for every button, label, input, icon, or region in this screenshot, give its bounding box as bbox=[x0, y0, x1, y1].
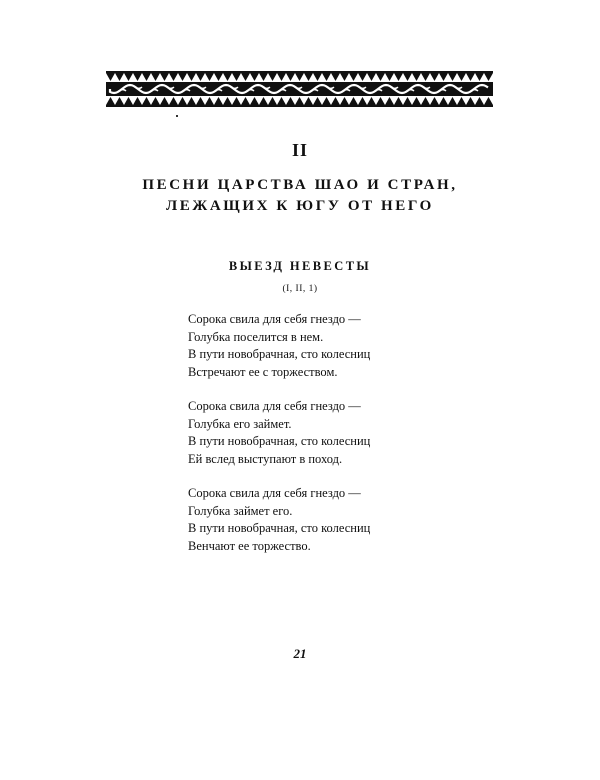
poem-line: В пути новобрачная, сто колесниц bbox=[188, 434, 371, 448]
ornament-tooth bbox=[250, 73, 259, 81]
ornament-tooth bbox=[313, 73, 322, 81]
section-number: II bbox=[291, 140, 308, 160]
ornament-tooth bbox=[223, 73, 232, 81]
ornament-tooth bbox=[340, 73, 349, 81]
poem-stanza bbox=[188, 485, 448, 555]
ornament-tooth bbox=[151, 97, 160, 105]
ornament-tooth bbox=[160, 73, 169, 81]
ornament-tooth bbox=[106, 73, 115, 81]
ornament-tooth bbox=[295, 97, 304, 105]
ornament-tooth bbox=[331, 97, 340, 105]
page-number: 21 bbox=[293, 646, 307, 661]
ornament-tooth bbox=[115, 73, 124, 81]
poem-body bbox=[188, 311, 448, 572]
ornament-tooth bbox=[385, 73, 394, 81]
ornament-tooth bbox=[313, 97, 322, 105]
ornament-tooth bbox=[376, 97, 385, 105]
ornament-tooth bbox=[142, 97, 151, 105]
poem-line: Сорока свила для себя гнездо — bbox=[188, 399, 361, 413]
ornament-tooth bbox=[322, 97, 331, 105]
ornament-tooth bbox=[394, 97, 403, 105]
poem-line: Сорока свила для себя гнездо — bbox=[188, 312, 361, 326]
ornament-tooth bbox=[124, 97, 133, 105]
ornament-tooth bbox=[439, 97, 448, 105]
ornament-tooth bbox=[412, 73, 421, 81]
ornament-tooth bbox=[160, 97, 169, 105]
ornament-tooth bbox=[403, 73, 412, 81]
ornament-tooth bbox=[196, 97, 205, 105]
ornament-tooth bbox=[484, 97, 493, 105]
ornament-tooth bbox=[142, 73, 151, 81]
poem-stanza bbox=[188, 398, 448, 468]
ornament-tooth bbox=[277, 97, 286, 105]
ornament-tooth bbox=[421, 73, 430, 81]
ornament-tooth bbox=[178, 73, 187, 81]
ornament-tooth bbox=[187, 97, 196, 105]
ornament-tooth bbox=[151, 73, 160, 81]
ornament-tooth bbox=[277, 73, 286, 81]
ornament-tooth bbox=[223, 97, 232, 105]
ornament-tooth bbox=[187, 73, 196, 81]
ornament-tooth bbox=[322, 73, 331, 81]
ornament-tooth bbox=[232, 97, 241, 105]
ornament-tooth bbox=[439, 73, 448, 81]
ornamental-border-banner bbox=[106, 71, 493, 107]
poem-line: Голубка займет его. bbox=[188, 503, 293, 518]
ornament-tooth bbox=[250, 97, 259, 105]
ornament-tooth bbox=[457, 73, 466, 81]
ornament-tooth bbox=[466, 97, 475, 105]
ornament-tooth bbox=[169, 73, 178, 81]
poem-line: Встречают ее с торжеством. bbox=[188, 364, 338, 379]
ornament-tooth bbox=[259, 73, 268, 81]
ornament-tooth bbox=[403, 97, 412, 105]
ornament-tooth bbox=[268, 73, 277, 81]
ornament-tooth bbox=[196, 73, 205, 81]
ornament-tooth bbox=[358, 73, 367, 81]
section-title bbox=[0, 175, 600, 217]
ornament-tooth bbox=[268, 97, 277, 105]
ornament-zigzag-vine-icon bbox=[106, 71, 493, 107]
ornament-tooth bbox=[124, 73, 133, 81]
ornament-tooth bbox=[430, 97, 439, 105]
ornament-tooth bbox=[304, 73, 313, 81]
ornament-tooth bbox=[232, 73, 241, 81]
ornament-tooth bbox=[448, 73, 457, 81]
ornament-tooth bbox=[169, 97, 178, 105]
ornament-tooth bbox=[394, 73, 403, 81]
poem-line: Голубка его займет. bbox=[188, 416, 292, 431]
ornament-tooth bbox=[340, 97, 349, 105]
ornament-tooth bbox=[421, 97, 430, 105]
ornament-tooth bbox=[214, 97, 223, 105]
ornament-tooth bbox=[286, 73, 295, 81]
ornament-tooth bbox=[349, 73, 358, 81]
poem-line: Ей вслед выступают в поход. bbox=[188, 451, 343, 466]
ornament-tooth bbox=[205, 97, 214, 105]
ornament-tooth bbox=[286, 97, 295, 105]
ornament-tooth bbox=[349, 97, 358, 105]
ornament-tooth bbox=[106, 97, 115, 105]
poem-line: Голубка поселится в нем. bbox=[188, 329, 324, 344]
ornament-tooth bbox=[115, 97, 124, 105]
ornament-tooth bbox=[385, 97, 394, 105]
ornament-tooth bbox=[484, 73, 493, 81]
ornament-tooth bbox=[475, 73, 484, 81]
ornament-tooth bbox=[367, 97, 376, 105]
ornament-tooth bbox=[430, 73, 439, 81]
poem-line: Сорока свила для себя гнездо — bbox=[188, 486, 361, 500]
ornament-tooth bbox=[331, 73, 340, 81]
ornament-tooth bbox=[412, 97, 421, 105]
ornament-tooth bbox=[475, 97, 484, 105]
ornament-tooth bbox=[295, 73, 304, 81]
ornament-tooth bbox=[457, 97, 466, 105]
ornament-tooth bbox=[358, 97, 367, 105]
poem-line: Венчают ее торжество. bbox=[188, 538, 311, 553]
poem-line: В пути новобрачная, сто колесниц bbox=[188, 521, 371, 535]
ornament-tooth bbox=[376, 73, 385, 81]
poem-stanza bbox=[188, 311, 448, 381]
poem-title: ВЫЕЗД НЕВЕСТЫ bbox=[228, 259, 372, 273]
ornament-tooth bbox=[448, 97, 457, 105]
ornament-tooth bbox=[178, 97, 187, 105]
section-title-line: ПЕСНИ ЦАРСТВА ШАО И СТРАН, bbox=[142, 177, 458, 193]
ornament-tooth bbox=[304, 97, 313, 105]
ornament-tooth bbox=[367, 73, 376, 81]
ornament-tooth bbox=[214, 73, 223, 81]
ornament-tooth bbox=[241, 73, 250, 81]
ornament-tooth bbox=[259, 97, 268, 105]
ornament-tooth bbox=[133, 73, 142, 81]
ornament-tooth bbox=[205, 73, 214, 81]
ornament-tooth bbox=[133, 97, 142, 105]
poem-reference: (I, II, 1) bbox=[282, 284, 318, 294]
poem-line: В пути новобрачная, сто колесниц bbox=[188, 347, 371, 361]
ornament-tooth bbox=[241, 97, 250, 105]
print-speck bbox=[176, 115, 178, 117]
ornament-tooth bbox=[466, 73, 475, 81]
section-title-line: ЛЕЖАЩИХ К ЮГУ ОТ НЕГО bbox=[166, 198, 434, 214]
